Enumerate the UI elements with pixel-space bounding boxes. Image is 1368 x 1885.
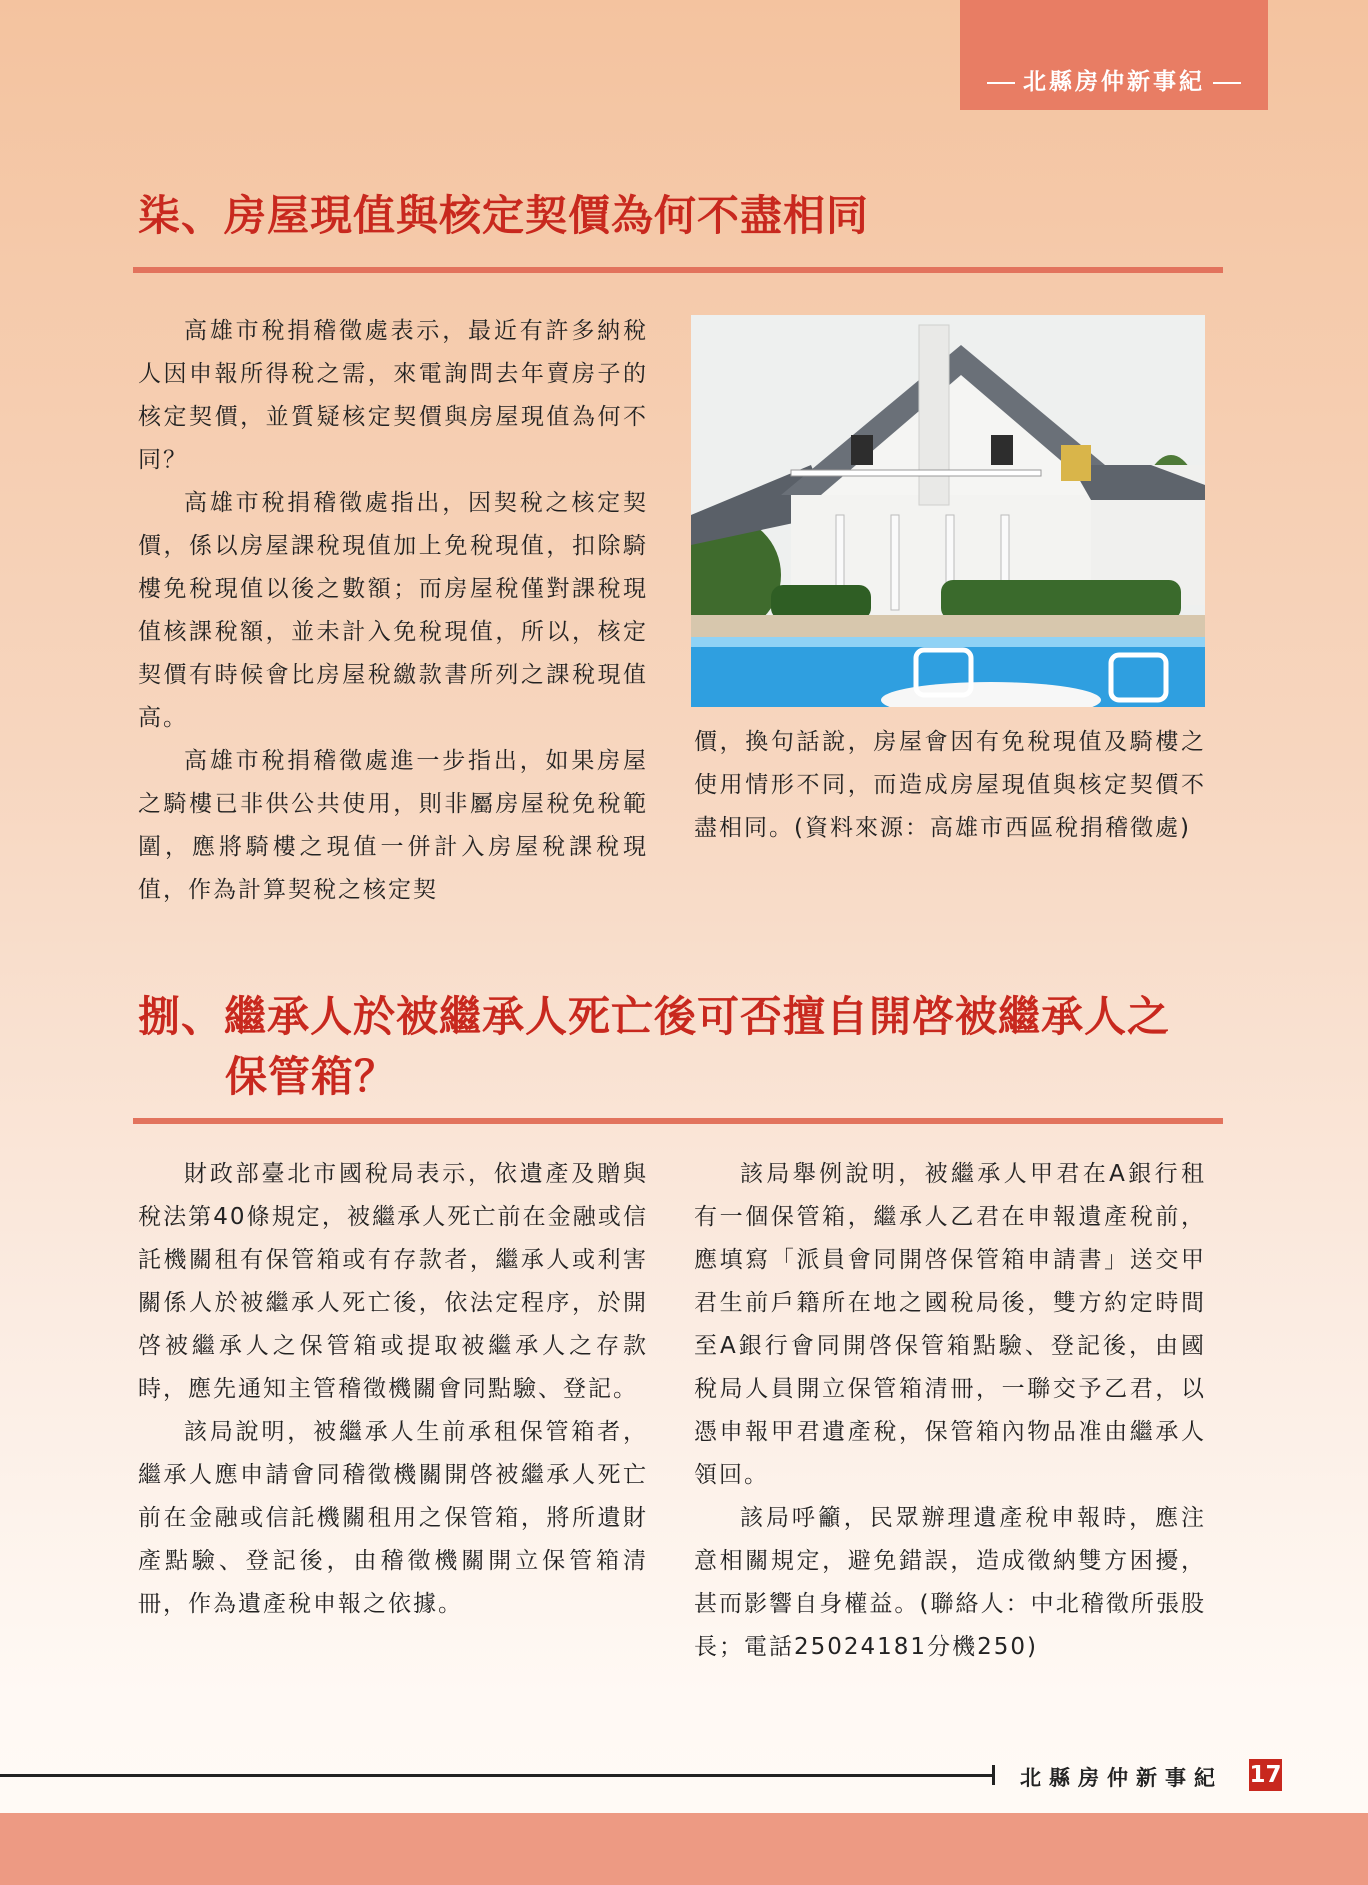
section-8-rule [133,1118,1223,1124]
header-tab [960,0,1268,110]
footer-title: 北縣房仲新事紀 [1020,1766,1223,1790]
section-7-rule [133,267,1223,273]
section-8-left-column [138,1153,648,1626]
section-7-paragraph-continued: 價，換句話說，房屋會因有免稅現值及騎樓之使用情形不同，而造成房屋現值與核定契價不盡相同。(資料來源：高雄市西區稅捐稽徵處) [694,729,1206,841]
section-8-title-line-1: 捌、繼承人於被繼承人死亡後可否擅自開啓被繼承人之 [138,992,1171,1041]
house-pool-photo [691,315,1205,707]
section-8-paragraph-2: 該局說明，被繼承人生前承租保管箱者，繼承人應申請會同稽徵機關開啓被繼承人死亡前在金融或信託機關租用之保管箱，將所遺財產點驗、登記後，由稽徵機關開立保管箱清冊，作為遺產稅申報之依據。 [138,1419,648,1617]
section-7-paragraph-3: 高雄市稅捐稽徵處進一步指出，如果房屋之騎樓已非供公共使用，則非屬房屋稅免稅範圍，應將騎樓之現值一併計入房屋稅課稅現值，作為計算契稅之核定契 [138,748,648,903]
section-8-paragraph-4: 該局呼籲，民眾辦理遺產稅申報時，應注意相關規定，避免錯誤，造成徵納雙方困擾，甚而影響自身權益。(聯絡人：中北稽徵所張股長；電話25024181分機250) [694,1505,1206,1660]
section-7-paragraph-2: 高雄市稅捐稽徵處指出，因契稅之核定契價，係以房屋課稅現值加上免稅現值，扣除騎樓免稅現值以後之數額；而房屋稅僅對課稅現值核課稅額，並未計入免稅現值，所以，核定契價有時候會比房屋稅繳款書所列之課稅現值高。 [138,490,648,731]
header-tab-title: 北縣房仲新事紀 [960,63,1268,96]
section-8-right-column [694,1153,1206,1669]
footer-rule [0,1774,992,1777]
section-8-title-line-2: 保管箱？ [225,1052,398,1101]
section-8-paragraph-3: 該局舉例說明，被繼承人甲君在A銀行租有一個保管箱，繼承人乙君在申報遺產稅前，應填寫「派員會同開啓保管箱申請書」送交甲君生前戶籍所在地之國稅局後，雙方約定時間至A銀行會同開啓保管箱點驗、登記後，由國稅局人員開立保管箱清冊，一聯交予乙君，以憑申報甲君遺產稅，保管箱內物品准由繼承人領回。 [694,1161,1206,1488]
section-7-paragraph-1: 高雄市稅捐稽徵處表示，最近有許多納稅人因申報所得稅之需，來電詢問去年賣房子的核定契價，並質疑核定契價與房屋現值為何不同？ [138,318,648,473]
page-number: 17 [1249,1759,1282,1791]
section-7-title: 柒、房屋現值與核定契價為何不盡相同 [138,191,870,240]
bottom-band [0,1813,1368,1885]
house-pool-illustration [691,315,1205,707]
footer-rule-tick [992,1765,995,1785]
section-7-right-column [694,721,1206,850]
section-7-left-column [138,310,648,912]
section-8-paragraph-1: 財政部臺北市國稅局表示，依遺產及贈與稅法第40條規定，被繼承人死亡前在金融或信託機關租有保管箱或有存款者，繼承人或利害關係人於被繼承人死亡後，依法定程序，於開啓被繼承人之保管箱或提取被繼承人之存款時，應先通知主管稽徵機關會同點驗、登記。 [138,1161,648,1402]
